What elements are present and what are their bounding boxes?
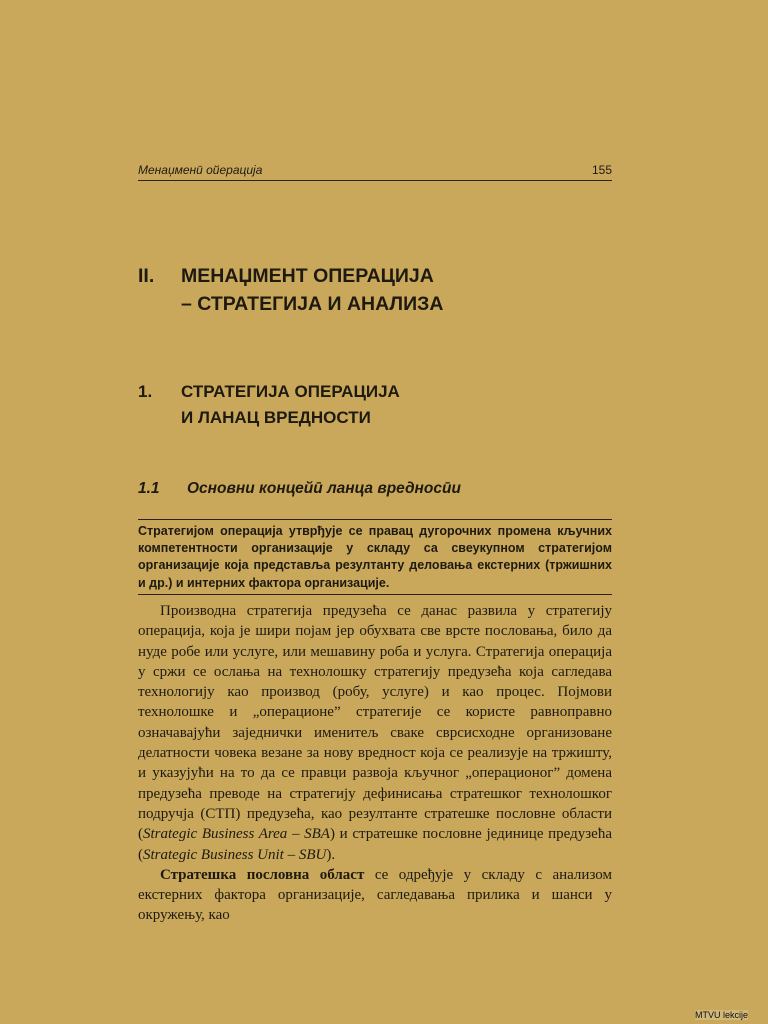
section-title-line1: СТРАТЕГИЈА ОПЕРАЦИЈА [181, 382, 400, 401]
body-text [138, 601, 612, 926]
sbu-term: Strategic Business Unit – SBU [143, 846, 327, 863]
section-title [138, 379, 612, 431]
chapter-title-line2: – СТРАТЕГИЈА И АНАЛИЗА [181, 293, 444, 315]
callout-text: Стратегијом операција утврђује се правац дугорочних промена кључних компетентности организације у складу са свеукупном стратегијом организације која представља резултанту деловања екстерних (тржишних и др.) и интерних фактора организације. [138, 524, 612, 590]
page-number: 155 [591, 163, 612, 177]
subsection-title-text: Основни концейӣ ланца вредносӣи [187, 480, 461, 497]
subsection-number: 1.1 [138, 480, 160, 497]
subsection-title [138, 478, 612, 500]
paragraph-1: Производна стратегија предузећа се данас развила у стратегију операција, која је шири појам јер обухвата све врсте пословања, било да нуде робе или услуге, или мешавину роба и услуга. Стратегија операција у сржи се ослања на технолошку стратегију предузећа која сагледава технологију као производ (робу, услуге) и као процес. Појмови технолошке и „операционе” стратегије се користе равноправно означавајући заједнички именитељ сваке сврсисходне организоване делатности човека везане за нову вредност која се реализује на тржишту, и указујући на то да се правци развоја кључног „операционог” домена предузећа преводе на стратегију дефинисања стратешког технолошког подручја (СТП) предузећа, као резултанте стратешке пословне области (Strategic Business Area – SBA) и стратешке пословне јединице предузећа (Strategic Business Unit – SBU). [138, 603, 612, 863]
chapter-number: II. [138, 265, 155, 287]
running-title: Менаџменӣ ойерација [138, 163, 263, 177]
section-number: 1. [138, 382, 153, 401]
sba-term: Strategic Business Area – SBA [143, 826, 330, 843]
watermark: MTVU lekcije [694, 1010, 748, 1020]
bold-term: Стратешка пословна област [160, 866, 365, 883]
paragraph-2: Стратешка пословна област се одређује у складу с анализом екстерних фактора организације, сагледавања прилика и шанси у окружењу, као [138, 866, 612, 924]
chapter-title-line1: МЕНАЏМЕНТ ОПЕРАЦИЈА [181, 265, 434, 287]
running-header [138, 162, 612, 181]
chapter-title [138, 262, 612, 318]
section-title-line2: И ЛАНАЦ ВРЕДНОСТИ [181, 408, 371, 427]
callout-box [138, 519, 612, 595]
